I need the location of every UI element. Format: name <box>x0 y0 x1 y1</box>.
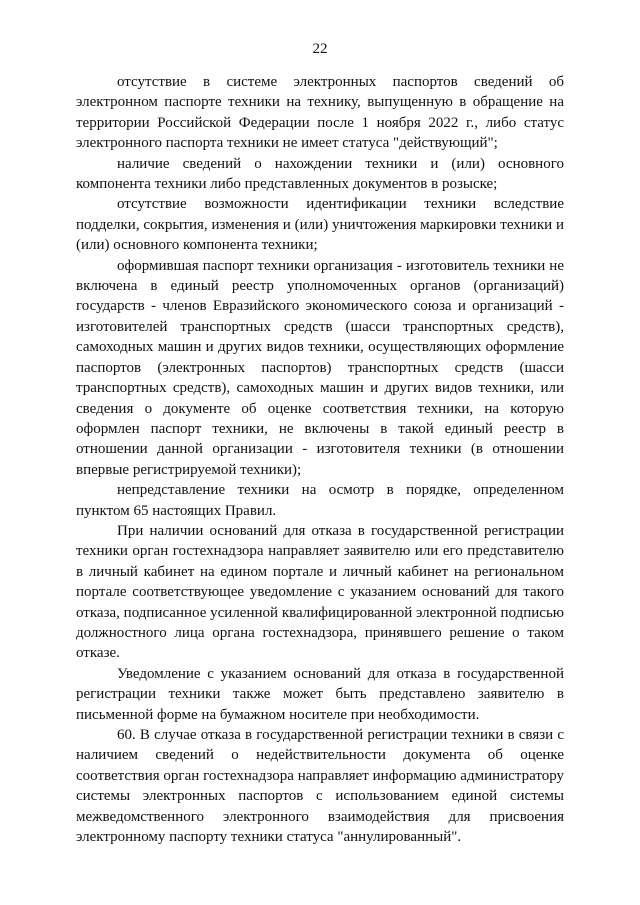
paragraph-refusal-notification: При наличии оснований для отказа в государственной регистрации техники орган гостехнадзора направляет заявителю или его представителю в личный кабинет на едином портале и личный кабинет на региональном портале соответствующее уведомление с указанием оснований для такого отказа, подписанное усиленной квалифицированной электронной подписью должностного лица органа гостехнадзора, принявшего решение о таком отказе. <box>76 522 564 662</box>
paragraph-no-inspection: непредставление техники на осмотр в порядке, определенном пунктом 65 настоящих Правил. <box>76 482 564 519</box>
paragraph-missing-epassport: отсутствие в системе электронных паспортов сведений об электронном паспорте техники на технику, выпущенную в обращение на территории Российской Федерации после 1 ноября 2022 г., либо статус электронного паспорта техники не имеет статуса "действующий"; <box>76 74 564 152</box>
page-number: 22 <box>312 41 328 57</box>
paragraph-manufacturer-not-in-registry: оформившая паспорт техники организация - изготовитель техники не включена в единый реестр уполномоченных органов (организаций) государств - членов Евразийского экономического союза и организаций - изготовителей транспортных средств (шасси транспортных средств), самоходных машин и других видов техники, осуществляющих оформление паспортов (электронных паспортов) транспортных средств (шасси транспортных средств), самоходных машин и других видов техники, или сведения о документе об оценке соответствия техники, на которую оформлен паспорт техники, не включены в такой единый реестр в отношении данной организации - изготовителя техники (в отношении впервые регистрируемой техники); <box>76 257 564 478</box>
paragraph-wanted-list: наличие сведений о нахождении техники и (или) основного компонента техники либо представленных документов в розыске; <box>76 155 564 193</box>
document-body <box>76 72 564 847</box>
paragraph-identification-impossible: отсутствие возможности идентификации техники вследствие подделки, сокрытия, изменения и (или) уничтожения маркировки техники и (или) основного компонента техники; <box>76 196 564 254</box>
paragraph-paper-notification: Уведомление с указанием оснований для отказа в государственной регистрации техники также может быть представлено заявителю в письменной форме на бумажном носителе при необходимости. <box>76 665 564 723</box>
paragraph-item-60: 60. В случае отказа в государственной регистрации техники в связи с наличием сведений о недействительности документа об оценке соответствия орган гостехнадзора направляет информацию администратору системы электронных паспортов с использованием единой системы межведомственного электронного взаимодействия для присвоения электронному паспорту техники статуса "аннулированный". <box>76 727 564 846</box>
